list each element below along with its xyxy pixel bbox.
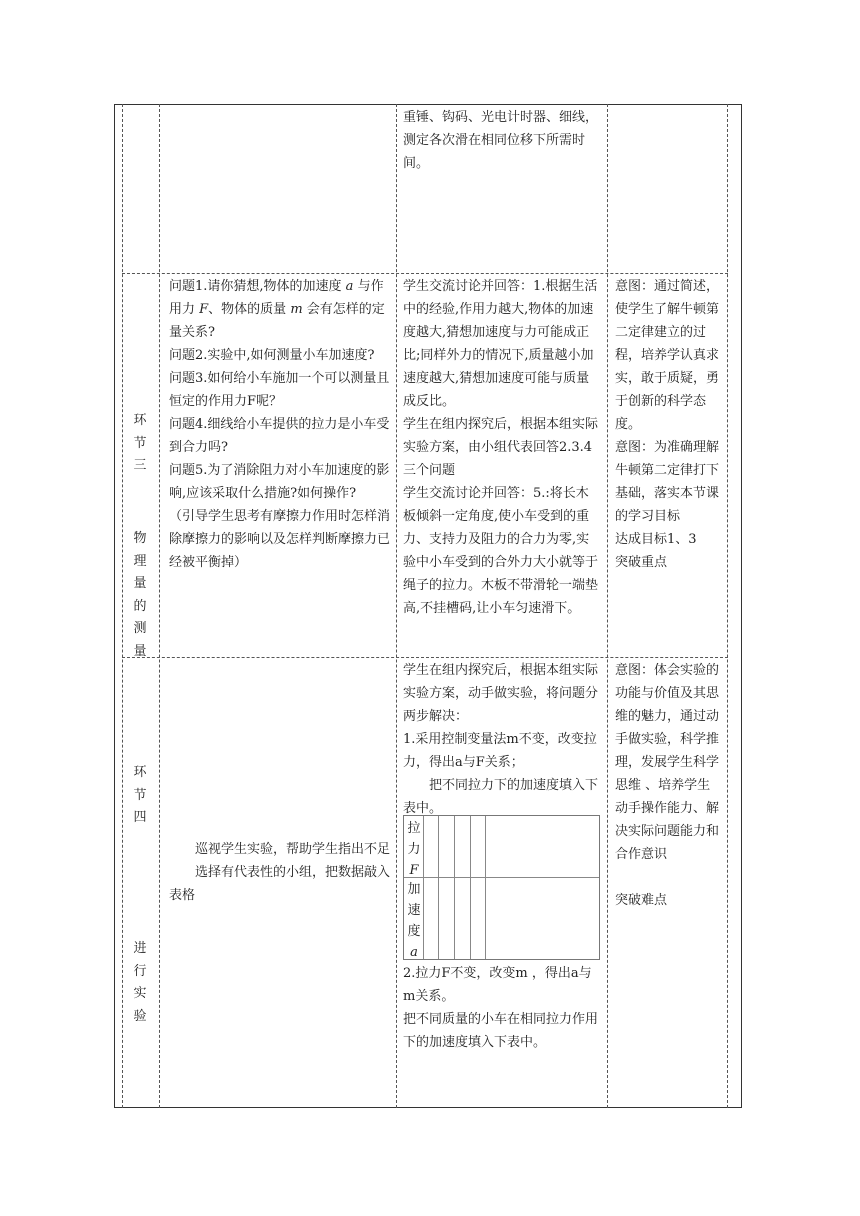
row3-section-title: 进 行 实 验 <box>133 941 147 1024</box>
table-row-label-force: 拉 力 F <box>407 821 421 878</box>
column-divider <box>727 104 728 1108</box>
intent-1: 意图：通过简述，使学生了解牛顿第二定律建立的过程，培养学认真求实，敢于质疑，勇于创新的科学态度。 <box>615 279 720 432</box>
row2-student-responses <box>403 275 601 620</box>
row1-materials-text: 重锤、钩码、光电计时器、细线，测定各次滑在相同位移下所需时间。 <box>403 110 599 171</box>
teacher-guidance: （引导学生思考有摩擦力作用时怎样消除摩擦力的影响以及怎样判断摩擦力已经被平衡掉） <box>169 509 391 570</box>
question-4: 问题4.细线给小车提供的拉力是小车受到合力吗? <box>169 417 390 455</box>
row-divider <box>122 273 728 274</box>
row2-section-title: 物 理 量 的 测 量 <box>133 531 147 659</box>
question-2: 问题2.实验中,如何测量小车加速度? <box>169 348 375 363</box>
row3-section-label: 环 节 四 <box>133 765 147 826</box>
intent-2: 意图：为准确理解牛顿第二定律打下基础，落实本节课的学习目标 <box>615 440 720 524</box>
question-3: 问题3.如何给小车施加一个可以测量且恒定的作用力F呢？ <box>169 371 390 409</box>
column-divider <box>159 104 160 1108</box>
step-1: 1.采用控制变量法m不变，改变拉力，得出a与F关系； <box>403 732 597 770</box>
step-1-fill: 把不同拉力下的加速度填入下表中。 <box>403 778 599 816</box>
intent-focus: 突破重点 <box>615 555 668 570</box>
row2-teacher-questions <box>169 275 391 574</box>
intent-goal: 达成目标1、3 <box>615 532 697 547</box>
row2-design-intent <box>615 275 721 574</box>
row2-section-label: 环 节 三 <box>133 413 147 474</box>
row3-student-intro: 学生在组内探究后，根据本组实际实验方案，动手做实验，将问题分两步解决： 1.采用控制变量法m不变，改变拉力，得出a与F关系； 把不同拉力下的加速度填入下表中。 <box>403 659 601 820</box>
step-2: 2.拉力F不变，改变m ，得出a与m关系。 <box>403 966 592 1004</box>
table-row-label-acceleration: 加 速 度 a <box>407 882 421 960</box>
intent-difficulty: 突破难点 <box>615 893 668 908</box>
intent-3: 意图：体会实验的功能与价值及其思维的魅力，通过动手做实验，科学推理，发展学生科学思维 、培养学生动手操作能力、解决实际问题能力和合作意识 <box>615 663 720 862</box>
student-answer-1: 学生交流讨论并回答：1.根据生活中的经验,作用力越大,物体的加速度越大,猜想加速度与力可能成正比;同样外力的情况下,质量越小加速度越大,猜想加速度可能与质量成反比。 <box>403 279 598 409</box>
teacher-action-2: 选择有代表性的小组，把数据敲入表格 <box>169 865 391 903</box>
row-divider <box>122 657 728 658</box>
force-acceleration-data-table <box>403 815 600 960</box>
question-1: 问题1.请你猜想,物体的加速度 a 与作用力 F、物体的质量 m 会有怎样的定量关系? <box>169 279 385 340</box>
teacher-action-1: 巡视学生实验，帮助学生指出不足 <box>195 842 391 857</box>
student-answer-2: 学生在组内探究后，根据本组实际实验方案，由小组代表回答2.3.4三个问题 <box>403 417 599 478</box>
question-5: 问题5.为了消除阻力对小车加速度的影响,应该采取什么措施?如何操作? <box>169 463 390 501</box>
column-divider <box>396 104 397 1108</box>
student-answer-3: 学生交流讨论并回答：5.:将长木板倾斜一定角度,使小车受到的重力、支持力及阻力的合力为零,实验中小车受到的合外力大小就等于绳子的拉力。木板不带滑轮一端垫高,不挂槽码,让小车匀速滑下。 <box>403 486 599 616</box>
step-2-fill: 把不同质量的小车在相同拉力作用下的加速度填入下表中。 <box>403 1012 599 1050</box>
row3-student-step2 <box>403 962 601 1054</box>
column-divider <box>607 104 608 1108</box>
row3-design-intent <box>615 659 721 912</box>
row3-teacher-actions <box>169 838 391 907</box>
